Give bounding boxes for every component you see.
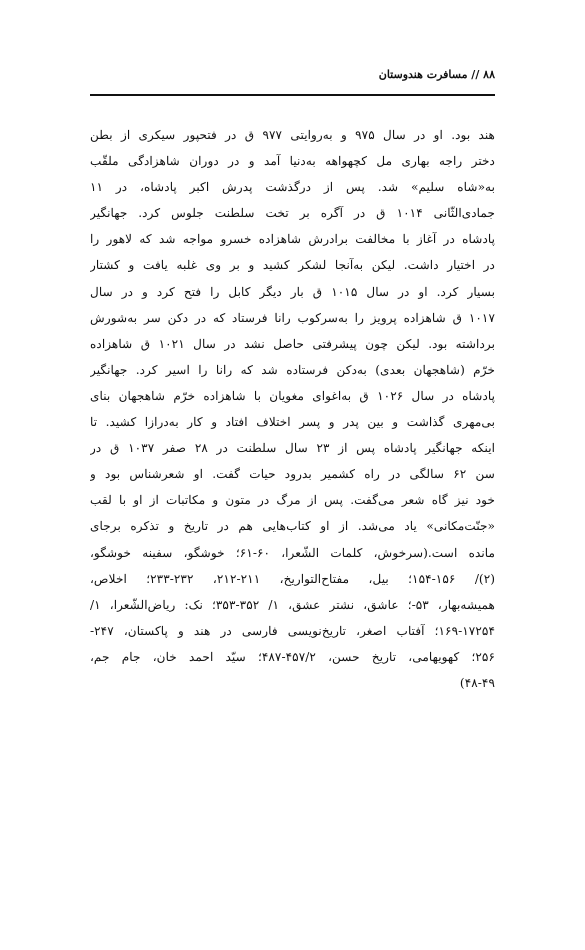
text-line: پادشاه در آغاز با مخالفت برادرش شاهزاده خسرو مواجه شد که لاهور را	[90, 232, 495, 247]
text-line: سن ۶۲ سالگی در راه کشمیر بدرود حیات گفت. او شعرشناس بود و	[90, 467, 495, 482]
text-line: ۱۶۹-۱۷۲۵۴؛ آفتاب اصغر، تاریخ‌نویسی فارسی در هند و پاکستان، ۲۴۷-	[90, 623, 495, 638]
text-line: پادشاه در سال ۱۰۲۶ ق به‌اغوای مغویان با شاهزاده خرّم شاهجهان بنای	[90, 388, 495, 403]
text-line: ۱۰۱۷ ق شاهزاده پرویز را به‌سرکوب رانا فرستاد که در دکن سر به‌شورش	[90, 310, 495, 325]
header-rule	[90, 94, 495, 96]
body-paragraph	[90, 122, 495, 696]
running-head: ۸۸ // مسافرت هندوستان	[378, 68, 495, 81]
text-line: «جنّت‌مکانی» یاد می‌شد. از او کتاب‌هایی هم در تاریخ و تذکره برجای	[90, 519, 495, 534]
text-line: هند بود. او در سال ۹۷۵ و به‌روایتی ۹۷۷ ق در فتحپور سیکری از بطن	[90, 128, 495, 142]
text-line: ۴۸-۴۹)	[459, 675, 495, 690]
text-line: دختر راجه بهاری مل کچهواهه به‌دنیا آمد و در دوران شاهزادگی ملقّب	[90, 154, 495, 169]
text-line: بسیار کرد. او در سال ۱۰۱۵ ق بار دیگر کابل را فتح کرد و در سال	[90, 284, 495, 299]
text-line: خرّم (شاهجهان بعدی) به‌دکن فرستاده شد که رانا را اسیر کرد. جهانگیر	[90, 362, 495, 377]
text-line: اینکه جهانگیر پادشاه پس از ۲۳ سال سلطنت در ۲۸ صفر ۱۰۳۷ ق در	[90, 441, 495, 456]
text-line: خود نیز گاه شعر می‌گفت. پس از مرگ در متون و مکاتبات از او با لقب	[90, 493, 495, 508]
text-line: مانده است.(سرخوش، کلمات الشّعرا، ۶۰-۶۱؛ خوشگو، سفینه خوشگو،	[90, 545, 495, 560]
text-line: جمادی‌الثّانی ۱۰۱۴ ق در آگره بر تخت سلطنت جلوس کرد. جهانگیر	[90, 206, 495, 221]
text-line: به«شاه سلیم» شد. پس از درگذشت پدرش اکبر پادشاه، در ۱۱	[90, 180, 495, 195]
text-line: (۲)/ ۱۵۴-۱۵۶؛ بیل، مفتاح‌التواریخ، ۲۱۱-۲۱۲، ۲۳۲-۲۳۳؛ اخلاص،	[90, 571, 495, 586]
text-line: در اختیار داشت. لیکن به‌آنجا لشکر کشید و بر وی غلبه یافت و کشتار	[90, 258, 495, 273]
text-line: ۲۵۶؛ کهویهامی، تاریخ حسن، ۴۵۷/۲-۴۸۷؛ سیّد احمد خان، جام جم،	[90, 649, 495, 664]
text-line: بی‌مهری گذاشت و بین پدر و پسر اختلاف افتاد و کار به‌درازا کشید. تا	[90, 415, 495, 430]
text-line: همیشه‌بهار، ۵۳-؛ عاشق، نشتر عشق، ۱/ ۳۵۲-۳۵۳؛ نک: ریاض‌الشّعرا، ۱/	[90, 597, 495, 612]
text-line: برداشته بود. لیکن چون پیشرفتی حاصل نشد در سال ۱۰۲۱ ق شاهزاده	[90, 336, 495, 351]
